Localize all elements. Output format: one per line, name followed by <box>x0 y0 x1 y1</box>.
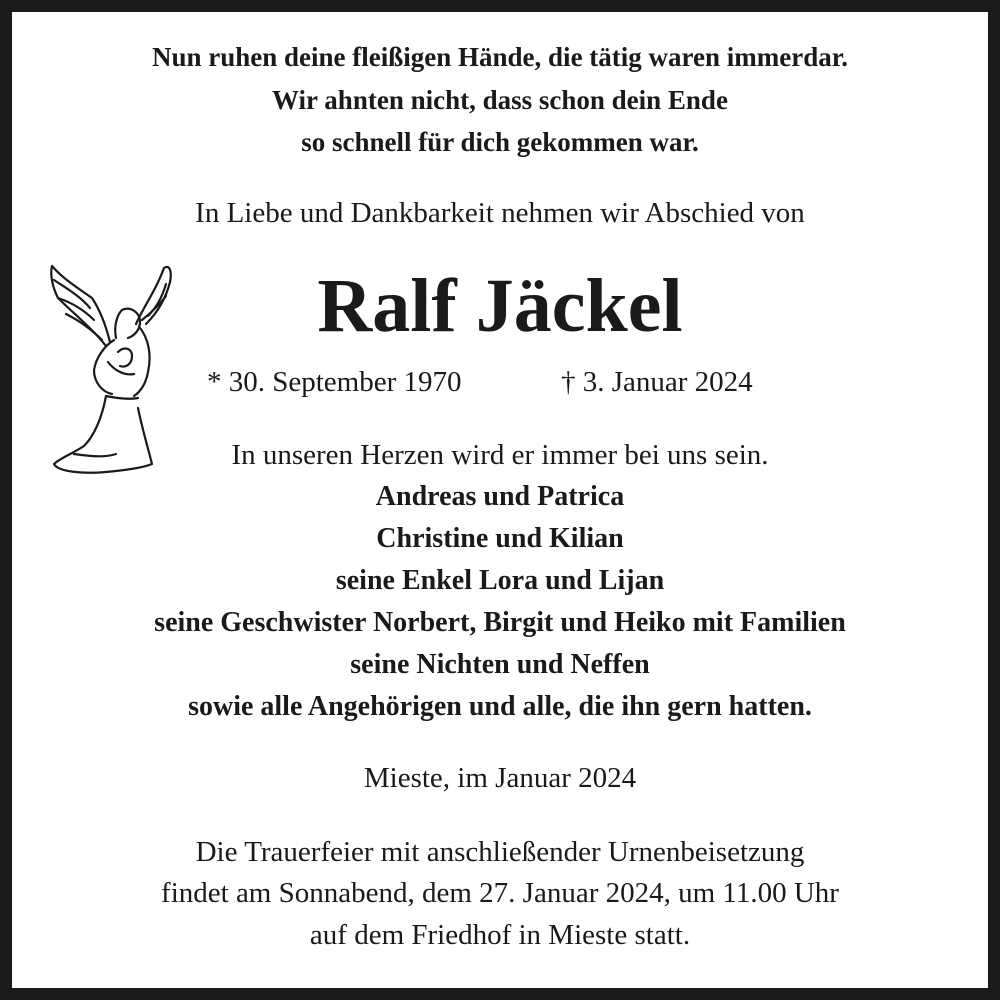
death-date: † 3. Januar 2024 <box>561 366 753 398</box>
ceremony-line-3: auf dem Friedhof in Mieste statt. <box>309 919 691 951</box>
mourner-line: seine Enkel Lora und Lijan <box>335 565 665 596</box>
verse-line-2: Wir ahnten nicht, dass schon dein Ende <box>272 85 728 115</box>
deceased-name: Ralf Jäckel <box>317 264 683 348</box>
mourner-line: seine Nichten und Neffen <box>350 649 650 680</box>
verse-line-1: Nun ruhen deine fleißigen Hände, die tätig waren immerdar. <box>151 42 848 72</box>
sentiment-text: In unseren Herzen wird er immer bei uns sein. <box>231 439 769 471</box>
mourner-line: seine Geschwister Norbert, Birgit und Heiko mit Familien <box>154 607 846 638</box>
ceremony-line-2: findet am Sonnabend, dem 27. Januar 2024, um 11.00 Uhr <box>161 877 839 909</box>
mourner-line: Christine und Kilian <box>376 523 624 554</box>
ceremony-line-1: Die Trauerfeier mit anschließender Urnenbeisetzung <box>195 836 805 868</box>
birth-date: * 30. September 1970 <box>207 366 462 398</box>
verse-line-3: so schnell für dich gekommen war. <box>301 127 699 157</box>
mourner-line: Andreas und Patrica <box>375 481 625 512</box>
place-date: Mieste, im Januar 2024 <box>363 762 637 794</box>
mourner-line: sowie alle Angehörigen und alle, die ihn gern hatten. <box>188 691 812 722</box>
intro-text: In Liebe und Dankbarkeit nehmen wir Abschied von <box>195 197 805 229</box>
